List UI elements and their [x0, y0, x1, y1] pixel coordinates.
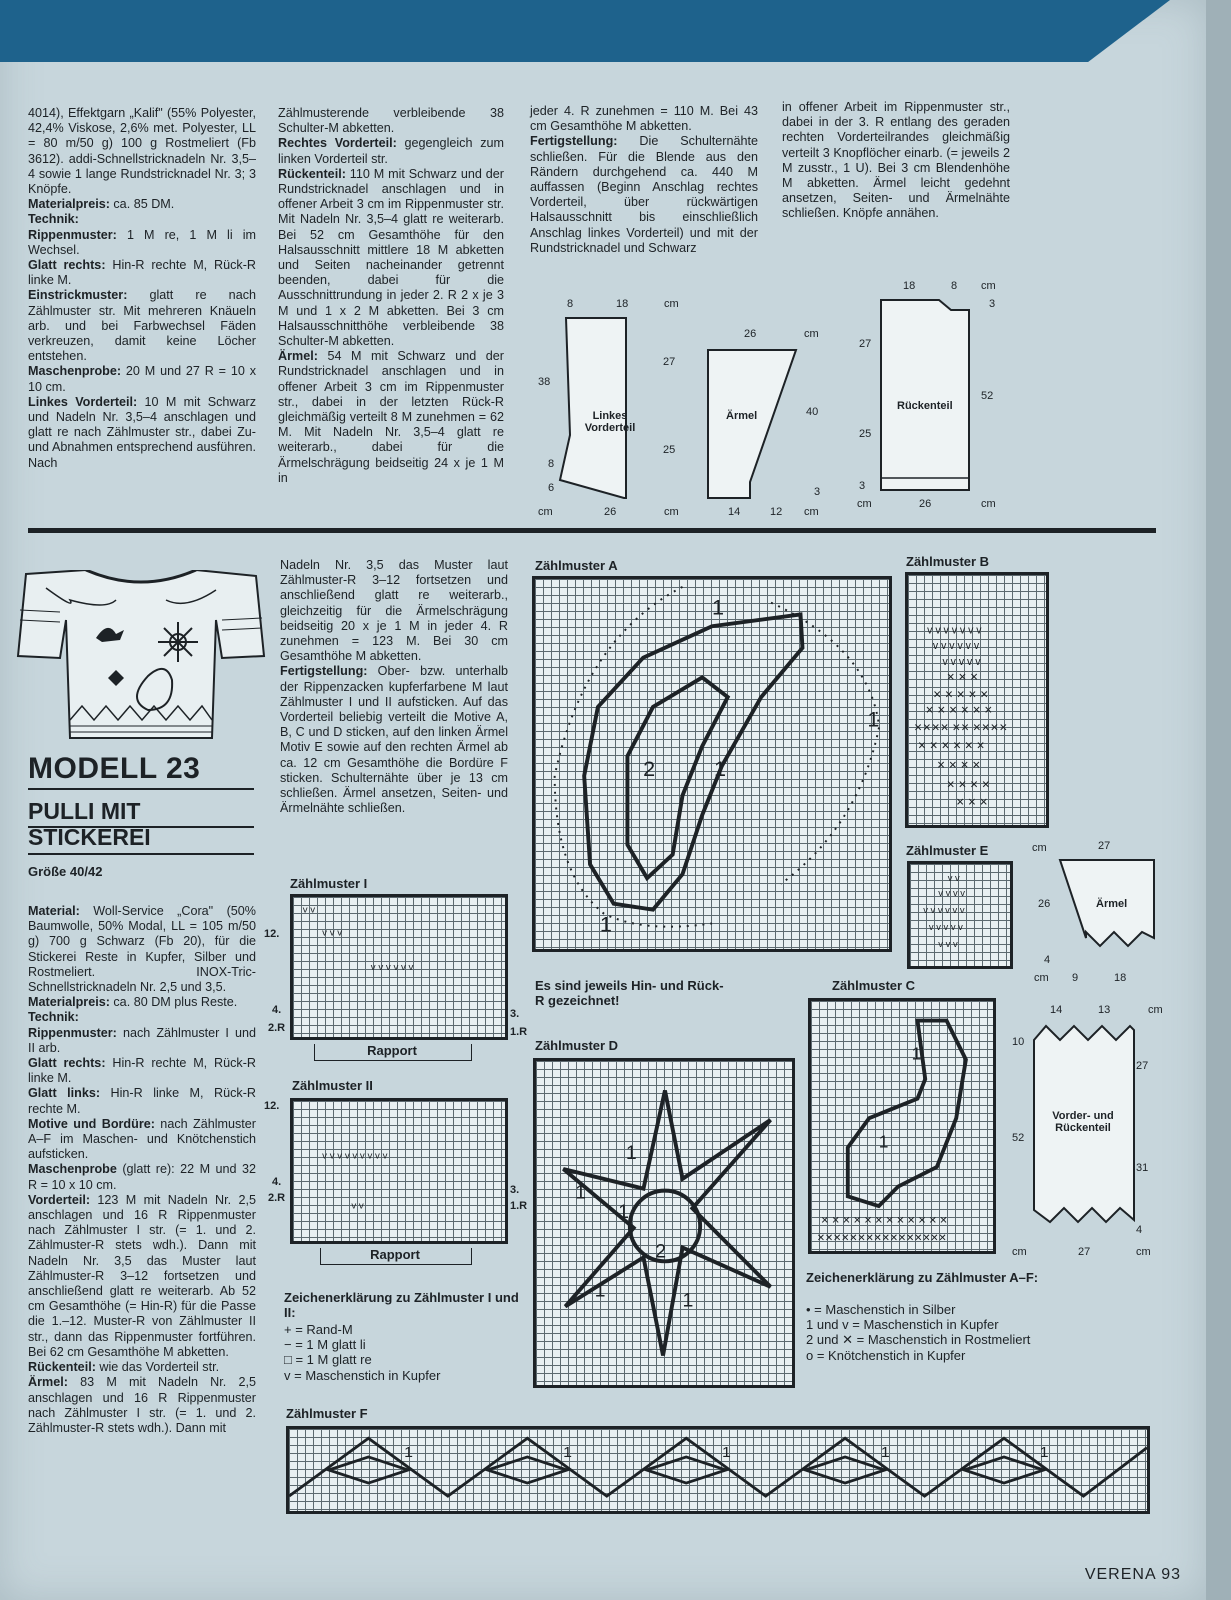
- bottom-middle-heading: Fertigstellung:: [280, 664, 368, 679]
- back-bottom-26: 26: [919, 498, 932, 510]
- back-bottom-cm: cm: [857, 498, 872, 510]
- body-left-52: 52: [1012, 1132, 1025, 1144]
- front-name: Linkes Vorderteil: [584, 410, 636, 434]
- svg-text:✕ ✕ ✕ ✕: ✕ ✕ ✕ ✕: [946, 778, 991, 791]
- svg-text:✕ ✕ ✕ ✕ ✕ ✕ ✕ ✕ ✕ ✕ ✕ ✕: ✕ ✕ ✕ ✕ ✕ ✕ ✕ ✕ ✕ ✕ ✕ ✕: [820, 1215, 948, 1227]
- chart-ii-row-3: 3.: [510, 1184, 520, 1196]
- svg-text:1: 1: [713, 755, 726, 781]
- chart-i-row-1: 1.R: [510, 1026, 528, 1038]
- chart-i: [290, 894, 508, 1040]
- chart-e: [907, 861, 1013, 969]
- top-col2-heading: Ärmel:: [278, 349, 318, 364]
- svg-text:1: 1: [575, 1181, 586, 1204]
- bottom-left-heading: Material:: [28, 904, 80, 918]
- top-col1-heading: Technik:: [28, 212, 79, 227]
- bottom-left-heading: Vorderteil:: [28, 1192, 91, 1207]
- chart-c-title: Zählmuster C: [832, 978, 916, 993]
- body-right-27: 27: [1136, 1060, 1149, 1072]
- svg-text:v v v v v v: v v v v v v: [932, 640, 980, 653]
- chart-c: [808, 998, 996, 1254]
- svg-text:1: 1: [563, 1444, 572, 1461]
- schematic-body-bottom: [1010, 1000, 1200, 1260]
- model-subtitle-2: STICKEREI: [28, 824, 151, 850]
- bottom-left-heading: Rückenteil:: [28, 1360, 96, 1375]
- front-left-6: 6: [548, 482, 555, 494]
- text-column-2: [278, 106, 504, 486]
- top-col4-paragraph: in offener Arbeit im Rippenmuster str., dabei in der 3. R entlang des geraden rechten Vorderteilrandes gleichmäßig verteilt 3 Knopflöcher einarb. (= jeweils 2 M zusstr., 1 U). Bei 3 cm Blendenhöhe M abketten. Ärmel leicht gedehnt ansetzen, Seiten- und Ärmelnähte schließen. Knöpfe annähen.: [782, 100, 1010, 221]
- chart-i-rapport: Rapport: [367, 1043, 417, 1058]
- chart-d: [533, 1058, 795, 1388]
- svg-text:2: 2: [655, 1240, 667, 1263]
- top-col1-paragraph: Maschenprobe: 20 M und 27 R = 10 x 10 cm.: [28, 364, 256, 394]
- svg-text:1: 1: [594, 1279, 606, 1302]
- body-top-13: 13: [1098, 1004, 1111, 1016]
- top-col1-paragraph: Linkes Vorderteil: 10 M mit Schwarz und Nadeln Nr. 3,5–4 anschlagen und glatt re nach Zählmuster str., dabei Zu- und Abnahmen entsprechend ausführen. Nach: [28, 394, 256, 470]
- back-top-8: 8: [951, 280, 958, 292]
- bottom-left-paragraph: Rippenmuster: nach Zählmuster I und II arb.: [28, 1025, 256, 1055]
- bottom-left-paragraph: Ärmel: 83 M mit Nadeln Nr. 2,5 anschlagen und 16 R Rippenmuster nach Zählmuster I str. (= 1. und 2. Zählmuster-R stets wdh.). Dann mit: [28, 1375, 256, 1435]
- svg-text:✕✕✕✕ ✕✕ ✕✕✕✕: ✕✕✕✕ ✕✕ ✕✕✕✕: [913, 722, 1008, 735]
- body-name: Vorder- und Rückenteil: [1052, 1110, 1114, 1134]
- chart-i-row-3: 3.: [510, 1008, 520, 1020]
- top-col3-heading: Fertigstellung:: [530, 134, 618, 149]
- sleeve-b-cm2: cm: [1034, 972, 1049, 984]
- sleeve-top-cm: cm: [804, 328, 819, 340]
- chart-i-row-2: 2.R: [268, 1022, 286, 1034]
- back-bottom-cm2: cm: [981, 498, 996, 510]
- svg-text:✕ ✕ ✕: ✕ ✕ ✕: [946, 671, 979, 684]
- svg-text:1: 1: [625, 1142, 637, 1165]
- model-subtitle-1: PULLI MIT: [28, 798, 141, 824]
- instructions-left: [28, 904, 256, 1436]
- svg-text:✕ ✕ ✕: ✕ ✕ ✕: [955, 796, 989, 809]
- body-top-14: 14: [1050, 1004, 1063, 1016]
- instructions-middle: [280, 558, 508, 816]
- chart-f-title: Zählmuster F: [286, 1406, 368, 1421]
- page-edge: [1206, 0, 1231, 1600]
- title-underline: [28, 788, 254, 790]
- header-banner: [0, 0, 1170, 62]
- sleeve-bottom-14: 14: [728, 506, 741, 518]
- svg-text:1: 1: [712, 594, 725, 620]
- back-top-18: 18: [903, 280, 916, 292]
- svg-text:v v v v v v: v v v v v v: [370, 961, 414, 973]
- sleeve-bottom-cm: cm: [804, 506, 819, 518]
- chart-b-title: Zählmuster B: [906, 554, 990, 569]
- legend-a-f-item-1: • = Maschenstich in Silber: [806, 1302, 956, 1317]
- legend-i-ii: [284, 1322, 514, 1383]
- front-bottom-26: 26: [604, 506, 617, 518]
- bottom-left-heading: Glatt links:: [28, 1086, 101, 1101]
- svg-text:1: 1: [682, 1289, 694, 1312]
- sleeve-right-3: 3: [814, 486, 821, 498]
- body-left-10: 10: [1012, 1036, 1025, 1048]
- body-right-4: 4: [1136, 1224, 1143, 1236]
- chart-a: [532, 576, 892, 952]
- legend-a-f-item-4: o = Knötchenstich in Kupfer: [806, 1347, 966, 1363]
- back-top-cm: cm: [981, 280, 996, 292]
- sleeve-bottom-12: 12: [770, 506, 783, 518]
- legend-i-ii-title: Zeichenerklärung zu Zählmuster I und II:: [284, 1290, 519, 1320]
- sleeve-b-9: 9: [1072, 972, 1079, 984]
- front-top-right: cm: [664, 298, 679, 310]
- svg-text:1: 1: [911, 1043, 922, 1064]
- top-col1-heading: Materialpreis:: [28, 197, 110, 212]
- bottom-left-paragraph: Glatt links: Hin-R linke M, Rück-R rechte M.: [28, 1086, 257, 1116]
- top-col3-paragraph: Fertigstellung: Die Schulternähte schließen. Für die Blende aus den Rändern durchgehend ca. 440 M auffassen (Beginn Anschlag rechtes Vorderteil, über rückwärtigen Halsausschnitt bis einschließlich Anschlag linkes Vorderteil) und mit der Rundstricknadel und Schwarz: [530, 134, 758, 255]
- front-left-38: 38: [538, 376, 551, 388]
- back-left-27: 27: [859, 338, 872, 350]
- sleeve-b-cm: cm: [1032, 842, 1047, 854]
- sleeve-b-18: 18: [1114, 972, 1127, 984]
- front-bottom-cm: cm: [538, 506, 553, 518]
- top-col1-paragraph: Glatt rechts: Hin-R rechte M, Rück-R linke M.: [28, 258, 256, 288]
- sleeve-right-40: 40: [806, 406, 819, 418]
- bottom-left-paragraph: [28, 1010, 256, 1025]
- top-col1-heading: Rippenmuster:: [28, 227, 117, 242]
- bottom-left-paragraph: Material: Woll-Service „Cora" (50% Baumwolle, 50% Modal, LL = 105 m/50 g) 700 g Schwarz (Fb 20), für die Stickerei Reste in Kupfer, Silber und Rostmeliert. INOX-Tric-Schnellstricknadeln Nr. 2,5 und 3,5.: [28, 904, 256, 995]
- section-divider: [28, 528, 1156, 533]
- svg-text:✕ ✕ ✕ ✕: ✕ ✕ ✕ ✕: [936, 759, 981, 772]
- svg-text:v v v: v v v: [938, 938, 958, 950]
- model-title: MODELL 23: [28, 752, 201, 785]
- svg-text:v v: v v: [351, 1200, 364, 1212]
- footer-magazine: VERENA: [1084, 1566, 1156, 1583]
- bottom-left-heading: Materialpreis:: [28, 995, 110, 1010]
- bottom-middle-paragraph: Nadeln Nr. 3,5 das Muster laut Zählmuster-R 3–12 fortsetzen und anschließend glatt re weiterarb., gleichzeitig für die Ärmelschrägung beidseitig 20 x je 1 M in jeder 4. R zunehmen = 123 M. Bei 30 cm Gesamthöhe M abketten.: [280, 558, 508, 664]
- svg-text:✕ ✕ ✕ ✕ ✕ ✕: ✕ ✕ ✕ ✕ ✕ ✕: [925, 704, 993, 717]
- body-bottom-cm2: cm: [1136, 1246, 1151, 1258]
- svg-text:2: 2: [643, 755, 656, 781]
- svg-text:1: 1: [867, 706, 880, 732]
- svg-text:✕✕✕✕✕✕✕✕✕✕✕✕✕✕✕✕: ✕✕✕✕✕✕✕✕✕✕✕✕✕✕✕✕: [816, 1233, 947, 1245]
- legend-i-ii-item-1: + = Rand-M: [284, 1322, 353, 1337]
- text-column-4: [782, 100, 1010, 222]
- top-col1-heading: Maschenprobe:: [28, 364, 122, 379]
- schematic-back: [855, 280, 1015, 520]
- bottom-left-paragraph: Maschenprobe (glatt re): 22 M und 32 R = 10 x 10 cm.: [28, 1162, 256, 1192]
- top-col1-paragraph: Einstrickmuster: glatt re nach Zählmuster str. Mit mehreren Knäueln arb. und bei Farbwechsel Fäden verkreuzen, damit keine Löcher entstehen.: [28, 288, 256, 364]
- chart-f: [286, 1426, 1150, 1514]
- bottom-left-heading: Motive und Bordüre:: [28, 1116, 155, 1131]
- svg-text:1: 1: [721, 1444, 731, 1461]
- chart-note: Es sind jeweils Hin- und Rück-R gezeichnet!: [535, 978, 724, 1008]
- body-top-cm: cm: [1148, 1004, 1163, 1016]
- top-col1-heading: Glatt rechts:: [28, 258, 106, 273]
- legend-i-ii-item-3: □ = 1 M glatt re: [284, 1352, 372, 1368]
- body-bottom-cm: cm: [1012, 1246, 1027, 1258]
- svg-text:1: 1: [1039, 1444, 1049, 1461]
- sleeve-b-name: Ärmel: [1096, 898, 1128, 910]
- top-col1-heading: Einstrickmuster:: [28, 288, 128, 303]
- bottom-left-paragraph: Rückenteil: wie das Vorderteil str.: [28, 1360, 220, 1375]
- svg-text:v v v v v v v v v: v v v v v v v v v: [322, 1150, 388, 1162]
- legend-a-f: [806, 1302, 1046, 1363]
- bottom-middle-paragraph: Fertigstellung: Ober- bzw. unterhalb der Rippenzacken kupferfarbene M laut Zählmuster I und II aufsticken. Auf das Vorderteil beliebig verteilt die Motive A, B, C und D sticken, auf den linken Ärmel Motiv E sowie auf den rechten Ärmel ab ca. 12 cm Gesamthöhe die Bordüre F sticken. Schulternähte über je 13 cm schließen. Ärmel ansetzen, Seiten- und Ärmelnähte schließen.: [280, 664, 508, 816]
- schematic-front: [530, 290, 700, 520]
- top-col3-paragraph: jeder 4. R zunehmen = 110 M. Bei 43 cm Gesamthöhe M abketten.: [530, 104, 758, 134]
- top-col2-paragraph: Zählmusterende verbleibende 38 Schulter-M abketten.: [278, 106, 504, 136]
- svg-text:v v v v v v v: v v v v v v v: [927, 624, 982, 637]
- svg-text:v v v v: v v v v: [938, 887, 965, 899]
- top-col1-paragraph: Rippenmuster: 1 M re, 1 M li im Wechsel.: [28, 227, 256, 257]
- front-top-mid: 18: [616, 298, 629, 310]
- legend-a-f-item-2: 1 und v = Maschenstich in Kupfer: [806, 1317, 999, 1333]
- bottom-left-heading: Technik:: [28, 1010, 79, 1025]
- chart-i-row-12: 12.: [264, 928, 280, 940]
- chart-a-title: Zählmuster A: [535, 558, 618, 573]
- model-size: Größe 40/42: [28, 864, 103, 879]
- bottom-left-paragraph: Glatt rechts: Hin-R rechte M, Rück-R linke M.: [28, 1056, 256, 1086]
- chart-ii-title: Zählmuster II: [292, 1078, 373, 1093]
- bottom-left-heading: Rippenmuster:: [28, 1025, 117, 1040]
- legend-i-ii-item-4: v = Maschenstich in Kupfer: [284, 1367, 441, 1383]
- svg-text:v v v v v v: v v v v v v: [923, 904, 965, 916]
- bottom-left-paragraph: Vorderteil: 123 M mit Nadeln Nr. 2,5 anschlagen und 16 R Rippenmuster nach Zählmuster I str. (= 1. und 2. Zählmuster-R stets wdh.). Dann mit Nadeln Nr. 3,5 das Muster laut Zählmuster-R 3–12 fortsetzen und anschließend glatt re weiterarb. Ab 52 cm Gesamthöhe (= Hin-R) für die Passe die 1.–12. Muster-R von Zählmuster II str., dann das Rippenmuster fortführen. Bei 62 cm Gesamthöhe M abketten.: [28, 1192, 256, 1359]
- chart-ii: [290, 1098, 508, 1244]
- chart-ii-row-4: 4.: [272, 1176, 282, 1188]
- bottom-left-heading: Maschenprobe: [28, 1162, 117, 1177]
- top-col2-heading: Rückenteil:: [278, 166, 346, 181]
- bottom-left-heading: Glatt rechts:: [28, 1056, 106, 1071]
- text-column-1: [28, 106, 256, 471]
- top-col2-paragraph: Ärmel: 54 M mit Schwarz und der Rundstricknadel anschlagen und in offener Arbeit 3 cm im Rippenmuster str., dabei in der letzten Rück-R gleichmäßig verteilt 8 M zunehmen = 62 M. Mit Nadeln Nr. 3,5–4 glatt re weiterarb., dabei für die Ärmelschrägung beidseitig 24 x je 1 M in: [278, 349, 504, 485]
- front-right-25: 25: [663, 444, 676, 456]
- legend-a-f-item-3: 2 und ✕ = Maschenstich in Rostmeliert: [806, 1332, 1031, 1348]
- chart-ii-row-2: 2.R: [268, 1192, 286, 1204]
- svg-text:1: 1: [599, 911, 612, 937]
- svg-text:v v: v v: [947, 871, 960, 884]
- front-bottom-cm2: cm: [664, 506, 679, 518]
- sleeve-name: Ärmel: [726, 410, 758, 422]
- top-col2-paragraph: Rechtes Vorderteil: gegengleich zum linken Vorderteil str.: [278, 136, 505, 166]
- svg-text:v v: v v: [302, 904, 316, 916]
- front-right-27: 27: [663, 356, 676, 368]
- chart-i-title: Zählmuster I: [290, 876, 368, 891]
- svg-text:1: 1: [404, 1444, 414, 1461]
- svg-text:v v v v v: v v v v v: [928, 921, 963, 933]
- front-top-left: 8: [567, 298, 574, 310]
- back-left-3: 3: [859, 480, 866, 492]
- chart-b: [905, 572, 1049, 828]
- chart-e-title: Zählmuster E: [906, 843, 989, 858]
- svg-text:✕ ✕ ✕ ✕ ✕: ✕ ✕ ✕ ✕ ✕: [932, 688, 989, 702]
- sleeve-top-26: 26: [744, 328, 757, 340]
- footer-page: 93: [1161, 1566, 1181, 1583]
- page-footer: [1085, 1566, 1181, 1584]
- top-col1-paragraph: Materialpreis: ca. 85 DM.: [28, 197, 175, 212]
- sweater-illustration: [16, 570, 266, 748]
- svg-text:v v v v v: v v v v v: [942, 655, 981, 668]
- legend-a-f-title: Zeichenerklärung zu Zählmuster A–F:: [806, 1270, 1039, 1285]
- text-column-3: [530, 104, 758, 256]
- top-col2-paragraph: Rückenteil: 110 M mit Schwarz und der Rundstricknadel anschlagen und in offener Arbeit 3 cm im Rippenmuster str. Mit Nadeln Nr. 3,5–4 glatt re weiterarb. Bei 52 cm Gesamthöhe für den Halsausschnitt mittlere 18 M abketten und Seiten nacheinander getrennt beenden, dabei für die Ausschnittrundung in jeder 2. R 2 x je 3 M und 1 x 2 M abketten. Bei 3 cm Halsausschnitthöhe verbleibende 38 Schulter-M abketten.: [278, 166, 504, 349]
- subtitle-underline-2: [28, 853, 254, 855]
- bottom-left-paragraph: Materialpreis: ca. 80 DM plus Reste.: [28, 995, 238, 1010]
- chart-d-title: Zählmuster D: [535, 1038, 619, 1053]
- top-col1-heading: Linkes Vorderteil:: [28, 394, 138, 409]
- front-left-8: 8: [548, 458, 555, 470]
- svg-text:1: 1: [878, 1131, 889, 1152]
- schematic-sleeve-bottom: [1030, 838, 1200, 988]
- svg-text:✕ ✕ ✕ ✕ ✕ ✕: ✕ ✕ ✕ ✕ ✕ ✕: [917, 739, 986, 752]
- svg-text:v v v: v v v: [322, 927, 343, 939]
- body-right-31: 31: [1136, 1162, 1149, 1174]
- legend-i-ii-item-2: − = 1 M glatt li: [284, 1337, 366, 1353]
- bottom-left-paragraph: Motive und Bordüre: nach Zählmuster A–F im Maschen- und Knötchenstich aufsticken.: [28, 1116, 256, 1162]
- svg-text:1: 1: [618, 1201, 629, 1224]
- chart-ii-row-1: 1.R: [510, 1200, 528, 1212]
- chart-ii-rapport: Rapport: [370, 1247, 420, 1262]
- sleeve-b-4: 4: [1044, 954, 1051, 966]
- sleeve-b-26: 26: [1038, 898, 1051, 910]
- schematic-sleeve-top: [700, 320, 840, 520]
- chart-ii-row-12: 12.: [264, 1100, 280, 1112]
- sleeve-b-27: 27: [1098, 840, 1111, 852]
- svg-text:1: 1: [880, 1444, 890, 1461]
- body-bottom-27: 27: [1078, 1246, 1091, 1258]
- back-left-25: 25: [859, 428, 872, 440]
- back-right-52: 52: [981, 390, 994, 402]
- back-name: Rückenteil: [897, 400, 953, 412]
- top-col1-paragraph: [28, 212, 256, 227]
- top-col2-heading: Rechtes Vorderteil:: [278, 136, 397, 151]
- chart-i-row-4: 4.: [272, 1004, 282, 1016]
- bottom-left-heading: Ärmel:: [28, 1375, 68, 1390]
- top-col1-paragraph: 4014), Effektgarn „Kalif" (55% Polyester, 42,4% Viskose, 2,6% met. Polyester, LL = 80 m/50 g) 100 g Rostmeliert (Fb 3612). addi-Schnellstricknadeln Nr. 3,5–4 sowie 1 lange Rundstricknadel Nr. 3; 3 Knöpfe.: [28, 106, 256, 197]
- back-right-3: 3: [989, 298, 996, 310]
